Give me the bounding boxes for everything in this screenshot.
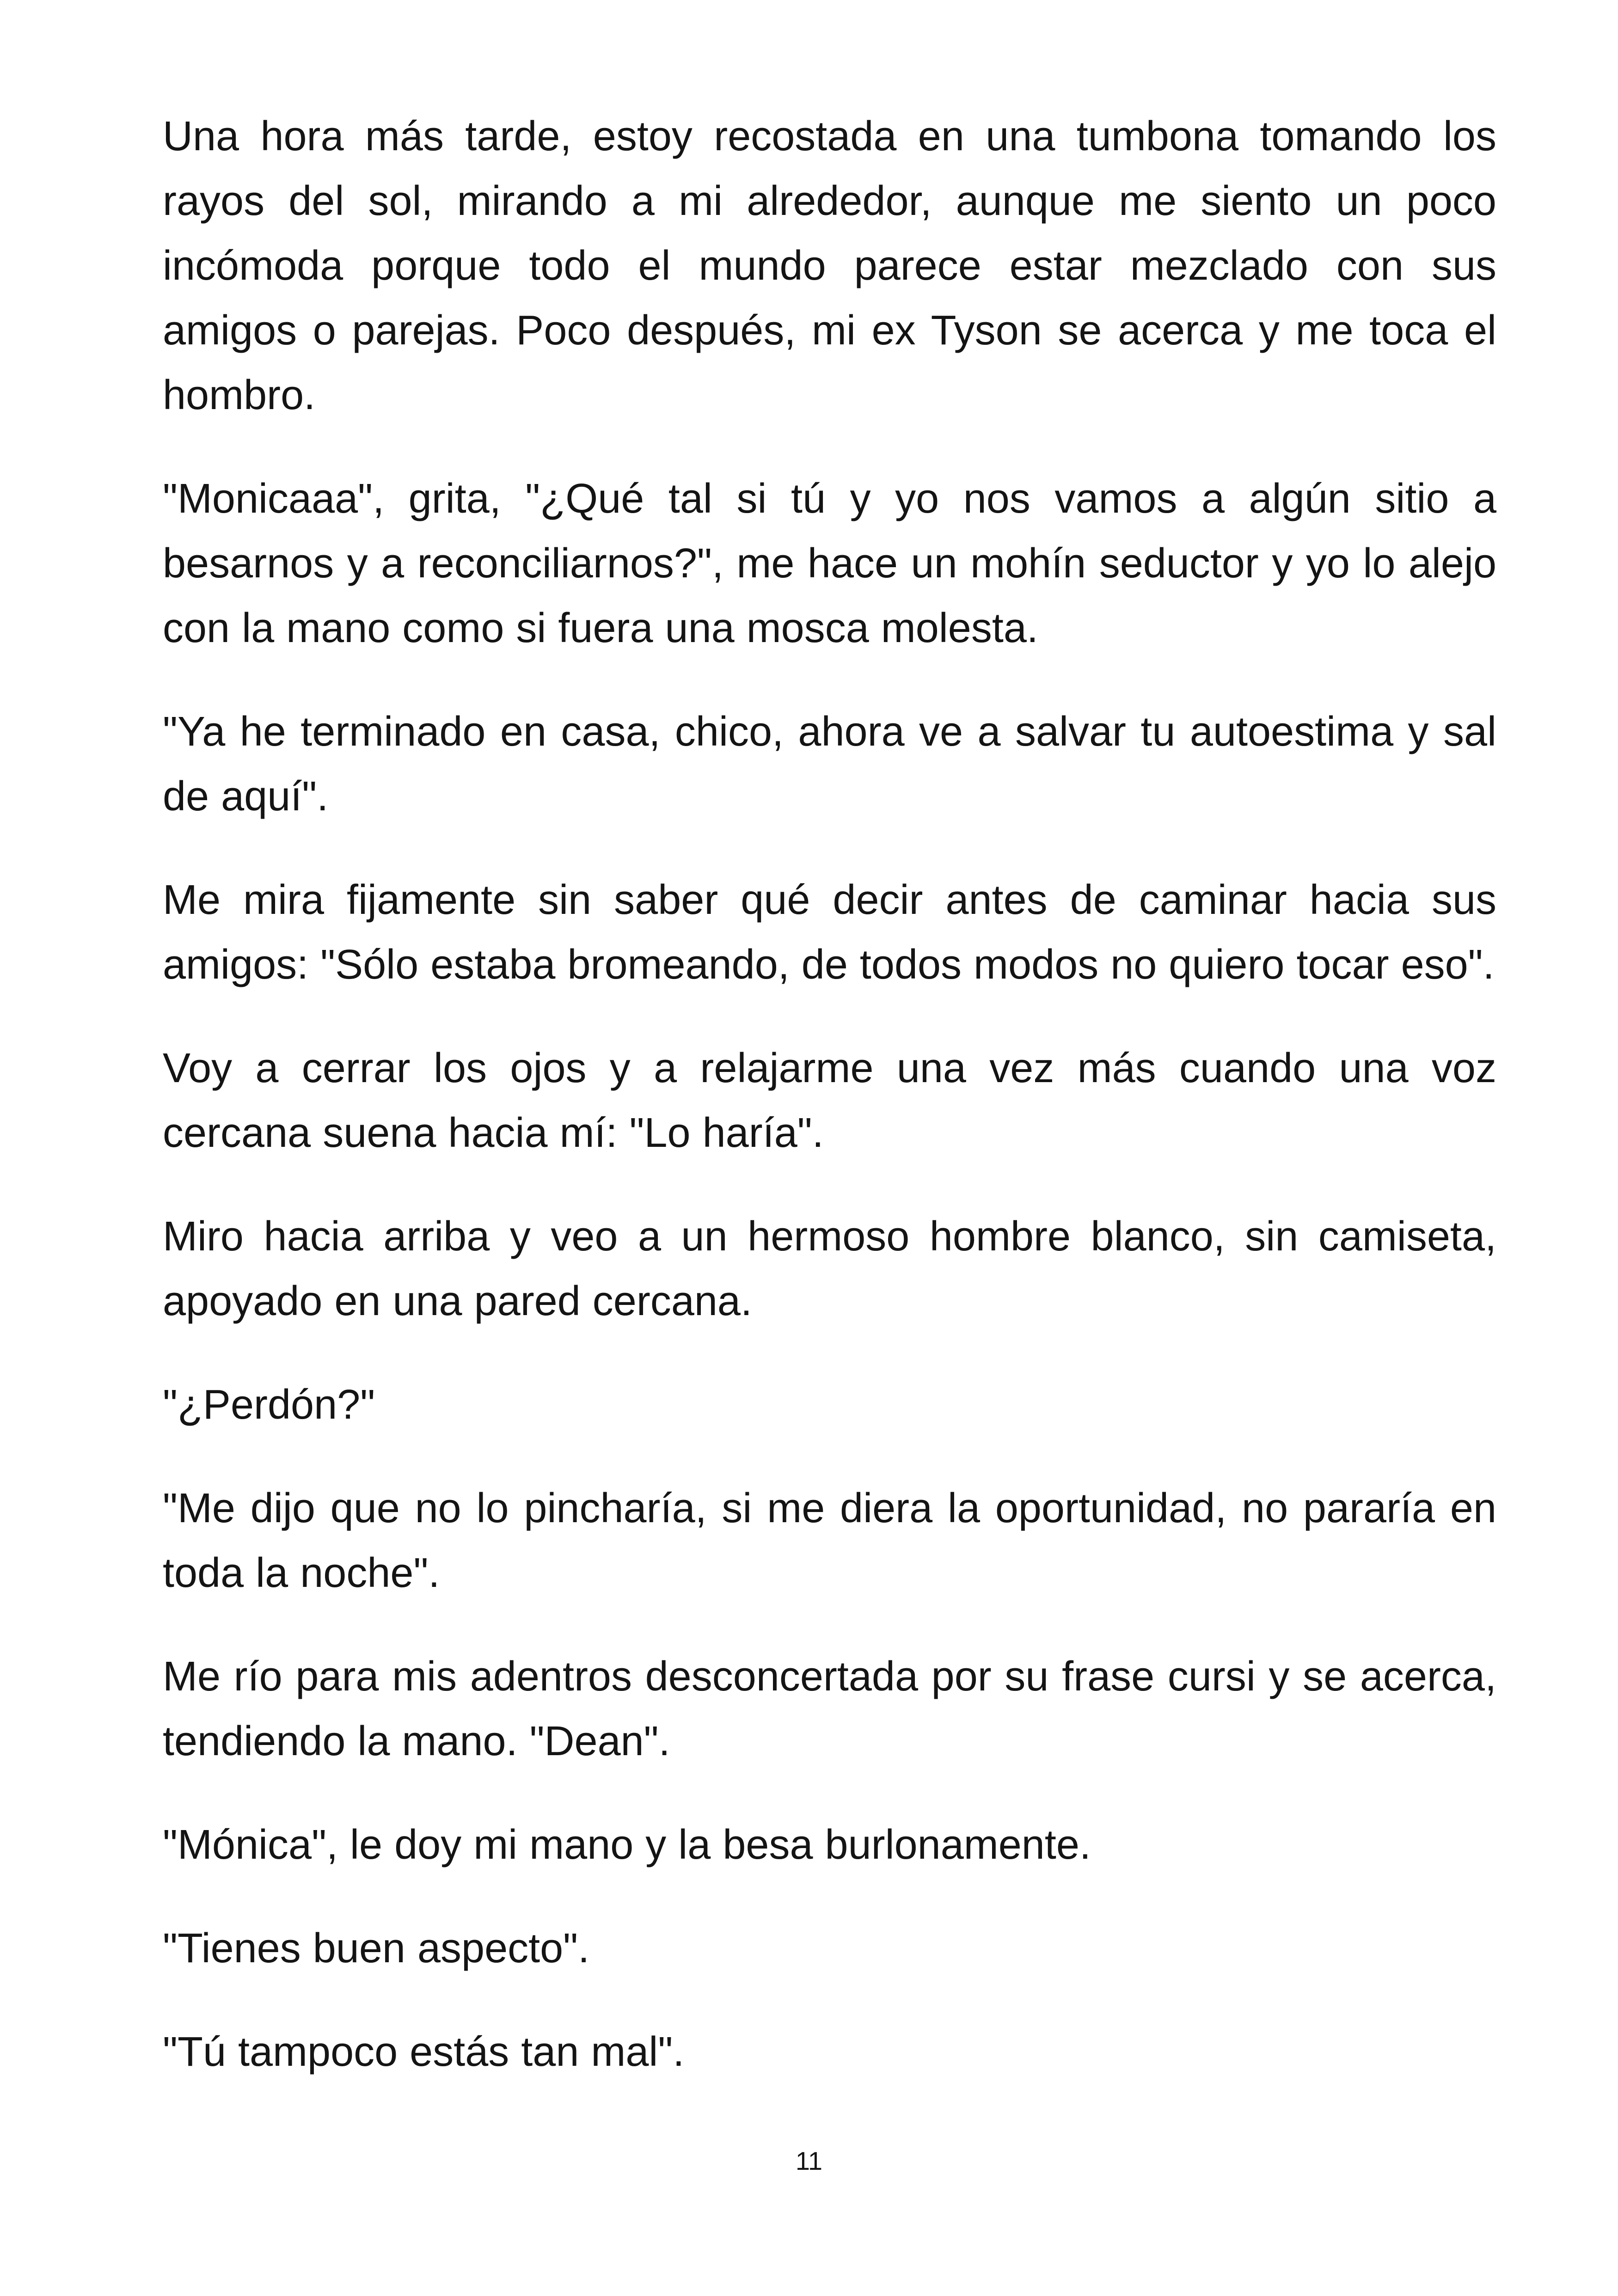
- paragraph: "Tienes buen aspecto".: [163, 1925, 590, 1971]
- paragraph: Voy a cerrar los ojos y a relajarme una vez más cuando una voz cercana suena hacia mí: "Lo haría".: [163, 1045, 1496, 1156]
- paragraph: "Monicaaa", grita, "¿Qué tal si tú y yo nos vamos a algún sitio a besarnos y a reconciliarnos?", me hace un mohín seductor y yo lo alejo con la mano como si fuera una mosca molesta.: [163, 476, 1496, 651]
- paragraph: "Tú tampoco estás tan mal".: [163, 2029, 685, 2075]
- paragraph: "Me dijo que no lo pincharía, si me diera la oportunidad, no pararía en toda la noche".: [163, 1485, 1496, 1596]
- body-text: [163, 104, 1496, 2123]
- paragraph: "Ya he terminado en casa, chico, ahora ve a salvar tu autoestima y sal de aquí".: [163, 709, 1496, 820]
- paragraph: Una hora más tarde, estoy recostada en una tumbona tomando los rayos del sol, mirando a mi alrededor, aunque me siento un poco incómoda porque todo el mundo parece estar mezclado con sus amigos o parejas. Poco después, mi ex Tyson se acerca y me toca el hombro.: [163, 113, 1496, 418]
- paragraph: Me mira fijamente sin saber qué decir antes de caminar hacia sus amigos: "Sólo estaba bromeando, de todos modos no quiero tocar eso".: [163, 877, 1496, 988]
- paragraph: Me río para mis adentros desconcertada por su frase cursi y se acerca, tendiendo la mano. "Dean".: [163, 1653, 1496, 1764]
- paragraph: "¿Perdón?": [163, 1382, 375, 1428]
- page-number: 11: [795, 2146, 823, 2175]
- paragraph: Miro hacia arriba y veo a un hermoso hombre blanco, sin camiseta, apoyado en una pared cercana.: [163, 1213, 1496, 1324]
- paragraph: "Mónica", le doy mi mano y la besa burlonamente.: [163, 1822, 1091, 1868]
